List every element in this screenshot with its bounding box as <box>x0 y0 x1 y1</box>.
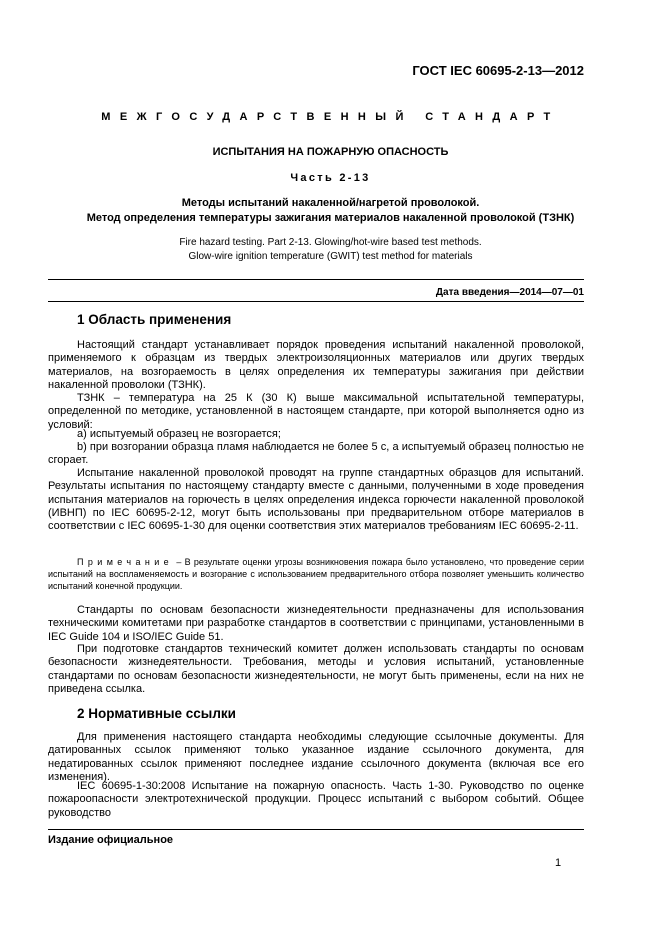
english-title <box>0 236 661 264</box>
note-label: Примечание <box>77 557 174 567</box>
methods-title-line2: Метод определения температуры зажигания материалов накаленной проволокой (ТЗНК) <box>86 212 575 224</box>
official-edition-label: Издание официальное <box>48 834 174 846</box>
section-1-item-a: а) испытуемый образец не возгорается; <box>77 428 281 440</box>
section-1-heading: 1 Область применения <box>77 312 232 327</box>
section-1-paragraph-6: Стандарты по основам безопасности жизнедеятельности предназначены для использования техническими комитетами при разработке стандартов в соответствии с принципами, установленными в IEC Guide 104 и ISO/IEC Guide 51. <box>48 604 584 643</box>
section-2-heading: 2 Нормативные ссылки <box>77 706 236 721</box>
top-divider <box>48 279 584 280</box>
interstate-standard-label: МЕЖГОСУДАРСТВЕННЫЙ СТАНДАРТ <box>101 111 560 123</box>
date-divider <box>48 301 584 302</box>
section-1-paragraph-5: Испытание накаленной проволокой проводят на группе стандартных образцов для испытаний. Результаты испытания по настоящему стандарту вместе с данными, полученными в ходе проведения испытания материалов на горючесть в целях определения индекса горючести накаленной проволокой (ИВНП) по IEC 60695-2-12, могут быть использованы при предварительном отборе материалов в соответствии с IEC 60695-1-30 для оценки соответствия этих материалов требованиям IEC 60695-2-11. <box>48 467 584 533</box>
english-title-line1: Fire hazard testing. Part 2-13. Glowing/hot-wire based test methods. <box>179 237 482 248</box>
section-1-paragraph-2: ТЗНК – температура на 25 К (30 К) выше максимальной испытательной температуры, определенной по методике, установленной в настоящем стандарте, при которой выполняется одно из условий: <box>48 392 584 431</box>
document-title: ИСПЫТАНИЯ НА ПОЖАРНУЮ ОПАСНОСТЬ <box>212 146 449 158</box>
methods-title <box>0 196 661 226</box>
introduction-date: Дата введения—2014—07—01 <box>435 287 584 298</box>
part-label: Часть 2-13 <box>290 172 371 184</box>
note-text: – В результате оценки угрозы возникновения пожара было установлено, что проведение серии испытаний на воспламеняемость и возгорание с использованием предварительного отбора позволяет уменьшить количество испытаний конечной продукции. <box>48 557 584 591</box>
english-title-line2: Glow-wire ignition temperature (GWIT) test method for materials <box>188 251 473 262</box>
section-2-paragraph-2: IEC 60695-1-30:2008 Испытание на пожарную опасность. Часть 1-30. Руководство по оценке пожароопасности электротехнической продукции. Процесс испытаний с выбором событий. Общее руководство <box>48 780 584 819</box>
section-1-paragraph-7: При подготовке стандартов технический комитет должен использовать стандарты по основам безопасности жизнедеятельности. Требования, методы и условия испытаний, установленные стандартами по основам безопасности жизнедеятельности, не могут быть применены, если на них не приведена ссылка. <box>48 643 584 695</box>
section-1-note <box>48 557 584 592</box>
section-1-item-b: b) при возгорании образца пламя наблюдается не более 5 с, а испытуемый образец полностью не сгорает. <box>48 441 584 467</box>
methods-title-line1: Методы испытаний накаленной/нагретой проволокой. <box>181 197 480 209</box>
standard-code: ГОСТ IEC 60695-2-13—2012 <box>412 63 584 78</box>
footer-divider <box>48 829 584 830</box>
section-1-paragraph-1: Настоящий стандарт устанавливает порядок проведения испытаний накаленной проволокой, применяемого к образцам из твердых электроизоляционных материалов или других твердых материалов, на возгораемость в целях определения их температуры зажигания при действии накаленной проволоки (ТЗНК). <box>48 339 584 391</box>
page-number: 1 <box>555 857 562 869</box>
section-2-paragraph-1: Для применения настоящего стандарта необходимы следующие ссылочные документы. Для датированных ссылок применяют только указанное издание ссылочного документа, для недатированных ссылок применяют последнее издание ссылочного документа (включая все его изменения). <box>48 731 584 783</box>
